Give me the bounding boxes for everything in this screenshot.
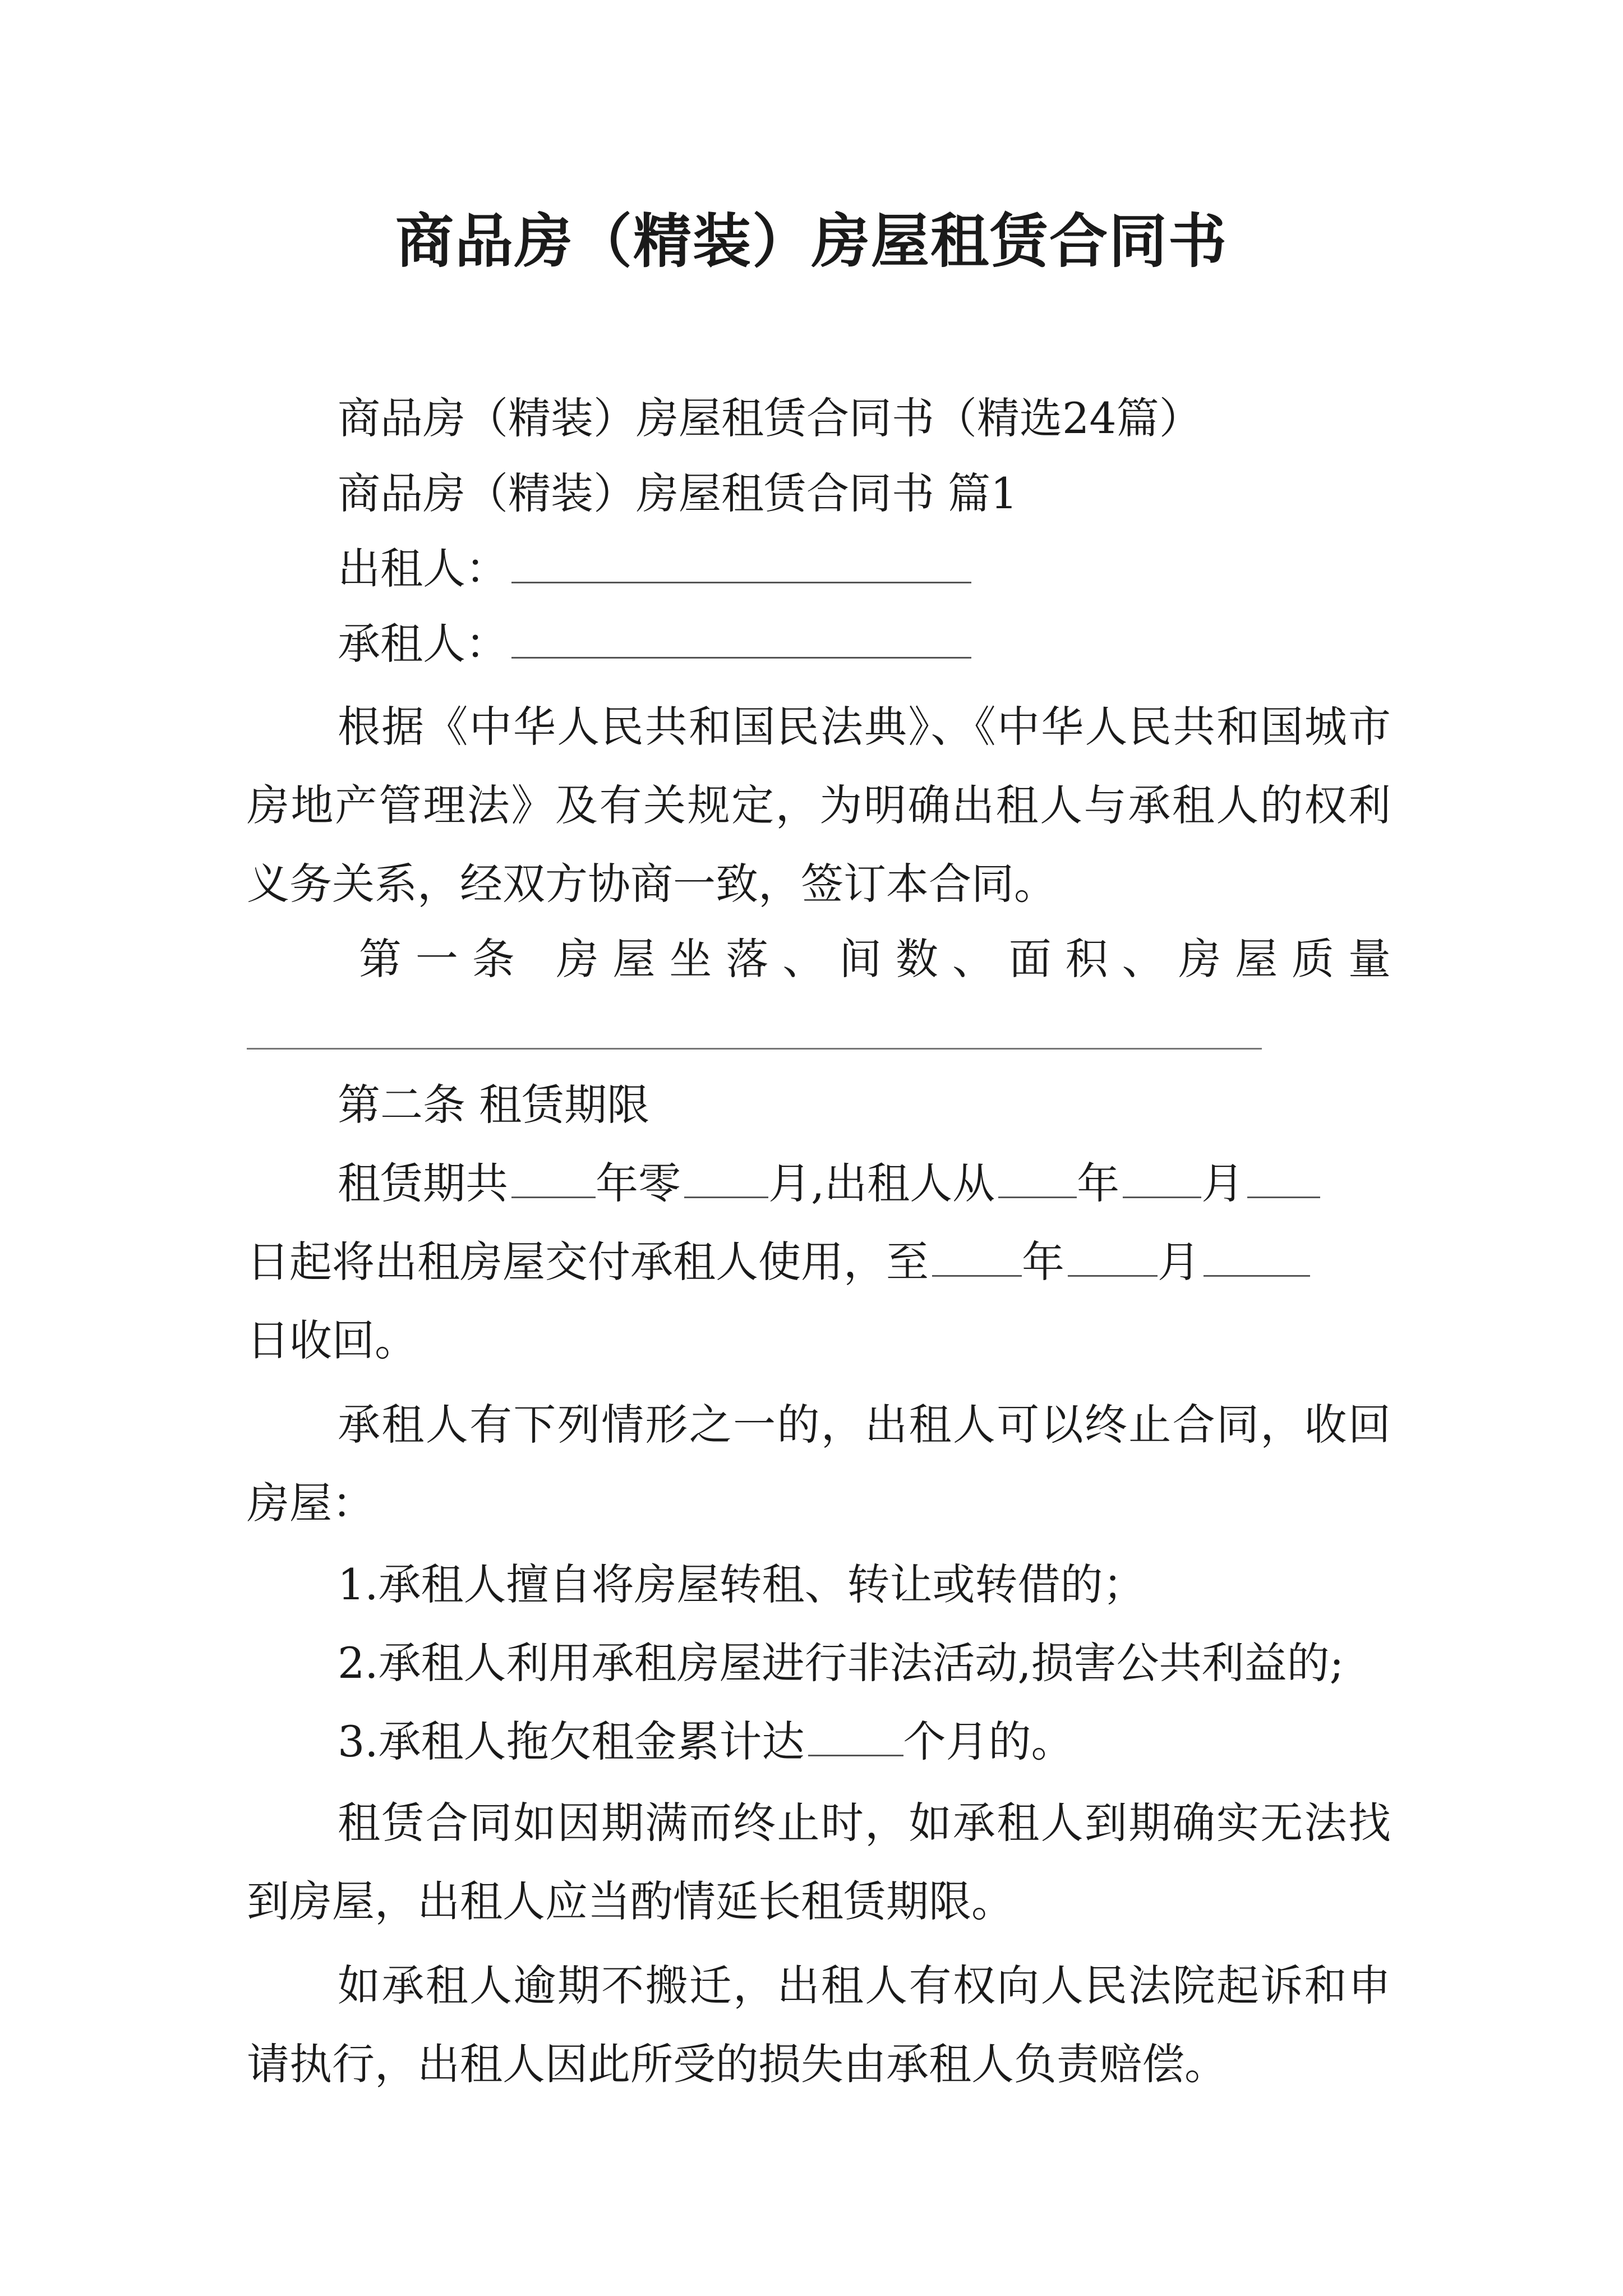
term-text: 租赁期共 (338, 1158, 508, 1208)
termination-item-3 (247, 1703, 1391, 1781)
overdue-line-1: 如承租人逾期不搬迁，出租人有权向人民法院起诉和申 (338, 1961, 1391, 2010)
termination-item-1: 1.承租人擅自将房屋转租、转让或转借的； (338, 1559, 1146, 1609)
end-day-blank (1204, 1231, 1310, 1277)
term-text: 日起将出租房屋交付承租人使用，至 (247, 1237, 929, 1287)
article-1-underline (247, 1048, 1262, 1050)
start-year-blank (998, 1153, 1077, 1198)
overdue-line-2: 请执行，出租人因此所受的损失由承租人负责赔偿。 (247, 2039, 1227, 2089)
term-line-1 (247, 1144, 1391, 1223)
term-text: 年 (1022, 1237, 1064, 1287)
termination-line-2: 房屋： (247, 1478, 375, 1528)
start-month-blank (1123, 1153, 1201, 1198)
lessor-label: 出租人： (338, 544, 508, 593)
term-text: 月,出租人从 (768, 1158, 995, 1208)
arrears-months-blank (808, 1711, 903, 1756)
term-line-3: 日收回。 (247, 1315, 417, 1365)
lessee-label: 承租人： (338, 619, 508, 669)
term-line-2 (247, 1223, 1391, 1301)
end-month-blank (1068, 1231, 1158, 1277)
lessee-blank (511, 613, 971, 659)
document-subtitle: 商品房（精装）房屋租赁合同书（精选24篇） (338, 393, 1202, 443)
expiry-line-2: 到房屋，出租人应当酌情延长租赁期限。 (247, 1876, 1014, 1926)
start-day-blank (1247, 1153, 1320, 1198)
document-title: 商品房（精装）房屋租赁合同书 (395, 206, 1228, 275)
term-text: 月 (1158, 1237, 1200, 1287)
item-3-text: 个月的。 (903, 1717, 1074, 1766)
intro-line-3: 义务关系，经双方协商一致，签订本合同。 (247, 859, 1057, 909)
intro-line-1: 根据《中华人民共和国民法典》、《中华人民共和国城市 (338, 702, 1391, 752)
term-text: 年 (1077, 1158, 1120, 1208)
section-heading: 商品房（精装）房屋租赁合同书 篇1 (338, 468, 1018, 518)
item-3-text: 3.承租人拖欠租金累计达 (338, 1717, 805, 1766)
article-1-heading: 第一条 房屋坐落、间数、面积、房屋质量 (359, 934, 1391, 984)
term-years-blank (511, 1153, 596, 1198)
term-text: 年零 (596, 1158, 681, 1208)
intro-line-2: 房地产管理法》及有关规定，为明确出租人与承租人的权利 (247, 780, 1391, 830)
article-2-heading: 第二条 租赁期限 (338, 1080, 650, 1130)
termination-item-2: 2.承租人利用承租房屋进行非法活动,损害公共利益的; (338, 1638, 1344, 1688)
end-year-blank (932, 1231, 1022, 1277)
lessee-field-row (247, 605, 1391, 683)
term-months-blank (684, 1153, 768, 1198)
termination-line-1: 承租人有下列情形之一的，出租人可以终止合同，收回 (338, 1400, 1391, 1450)
expiry-line-1: 租赁合同如因期满而终止时，如承租人到期确实无法找 (338, 1798, 1391, 1848)
term-text: 月 (1201, 1158, 1244, 1208)
lessor-field-row (247, 530, 1391, 608)
lessor-blank (511, 538, 971, 583)
